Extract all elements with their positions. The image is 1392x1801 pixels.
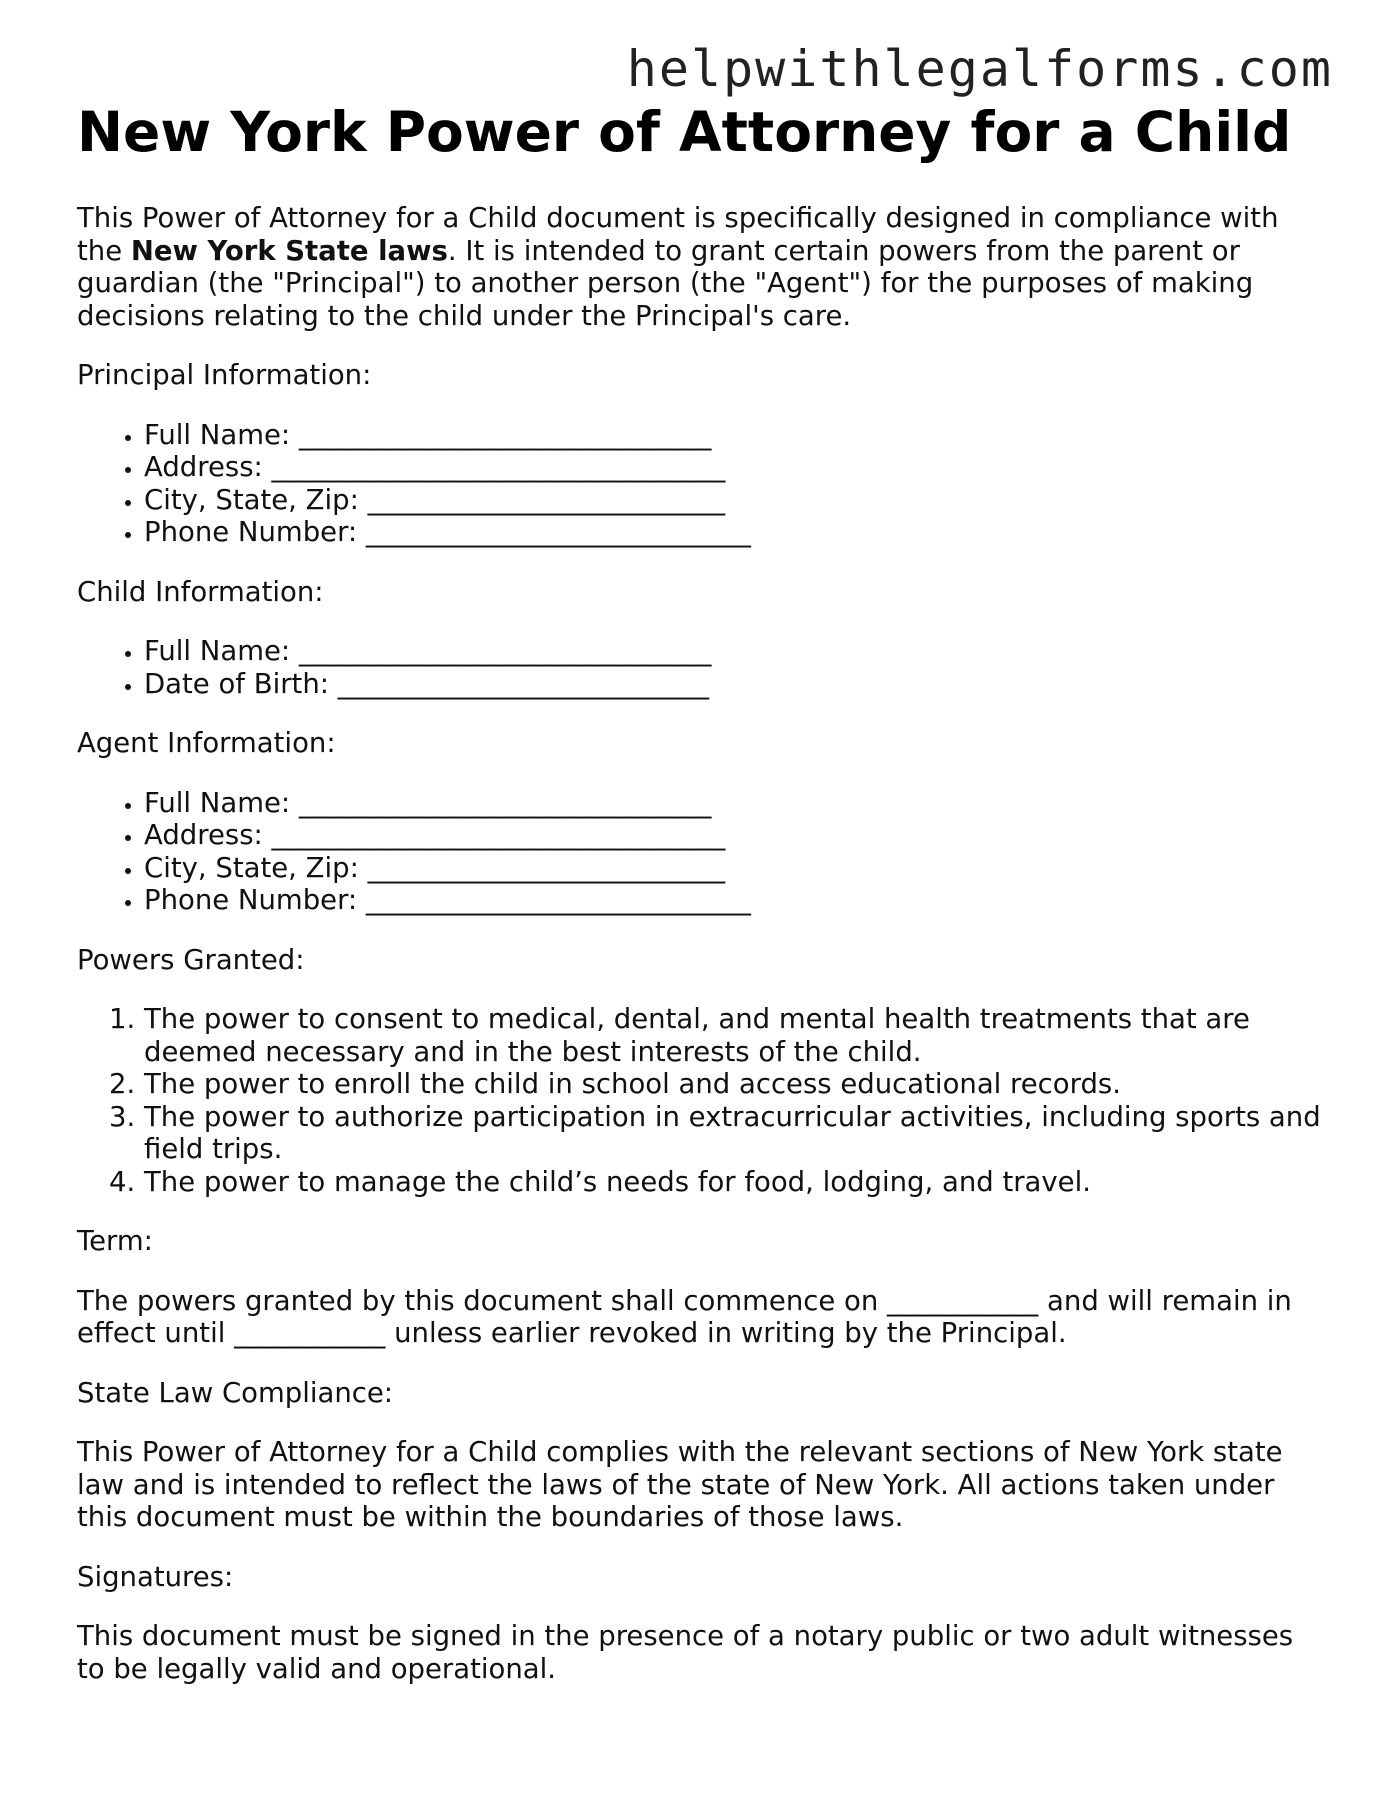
principal-full-name-field: • Full Name: ______________________________ (144, 419, 1327, 452)
document-page (77, 96, 1327, 1685)
powers-heading: Powers Granted: (77, 943, 305, 976)
agent-city-state-zip-field: • City, State, Zip: __________________________ (144, 852, 1327, 885)
power-item-medical: 1. The power to consent to medical, dental, and mental health treatments that are deemed necessary and in the best interests of the child. (144, 1003, 1327, 1068)
power-item-needs: 4. The power to manage the child’s needs for food, lodging, and travel. (144, 1166, 1327, 1199)
signatures-paragraph: This document must be signed in the presence of a notary public or two adult witnesses to be legally valid and operational. (77, 1620, 1294, 1685)
agent-full-name-field: • Full Name: ______________________________ (144, 787, 1327, 820)
principal-heading: Principal Information: (77, 359, 372, 391)
power-item-school: 2. The power to enroll the child in school and access educational records. (144, 1068, 1327, 1101)
powers-list (77, 1003, 1327, 1198)
agent-address-field: • Address: _________________________________ (144, 819, 1327, 852)
child-fields-list (77, 635, 1327, 700)
principal-address-field: • Address: _________________________________ (144, 451, 1327, 484)
intro-text-start: This Power of Attorney for a Child document is specifically designed in compliance with the (77, 202, 1279, 267)
intro-text-end: . It is intended to grant certain powers from the parent or guardian (the "Principal") to another person (the "Agent") for the purposes of making decisions relating to the child under the Principal's care. (77, 234, 1254, 332)
intro-bold-text: New York State laws (130, 234, 448, 267)
page-title: New York Power of Attorney for a Child (77, 100, 1292, 164)
agent-fields-list (77, 787, 1327, 917)
term-paragraph: The powers granted by this document shall commence on ___________ and will remain in effect until ___________ unless earlier revoked in writing by the Principal. (77, 1284, 1292, 1349)
principal-city-state-zip-field: • City, State, Zip: __________________________ (144, 484, 1327, 517)
compliance-paragraph: This Power of Attorney for a Child complies with the relevant sections of New York state law and is intended to reflect the laws of the state of New York. All actions taken under this document must be within the boundaries of those laws. (77, 1436, 1283, 1533)
signatures-heading: Signatures: (77, 1560, 234, 1593)
principal-fields-list (77, 419, 1327, 549)
child-heading: Child Information: (77, 575, 324, 608)
power-item-activities: 3. The power to authorize participation in extracurricular activities, including sports and field trips. (144, 1101, 1327, 1166)
term-heading: Term: (77, 1225, 153, 1257)
intro-paragraph (77, 202, 1327, 332)
site-watermark: helpwithlegalforms.com (626, 40, 1333, 98)
agent-phone-field: • Phone Number: ____________________________ (144, 884, 1327, 917)
principal-phone-field: • Phone Number: ____________________________ (144, 516, 1327, 549)
child-date-of-birth-field: • Date of Birth: ___________________________ (144, 668, 1327, 701)
child-full-name-field: • Full Name: ______________________________ (144, 635, 1327, 668)
agent-heading: Agent Information: (77, 727, 336, 759)
compliance-heading: State Law Compliance: (77, 1376, 394, 1409)
